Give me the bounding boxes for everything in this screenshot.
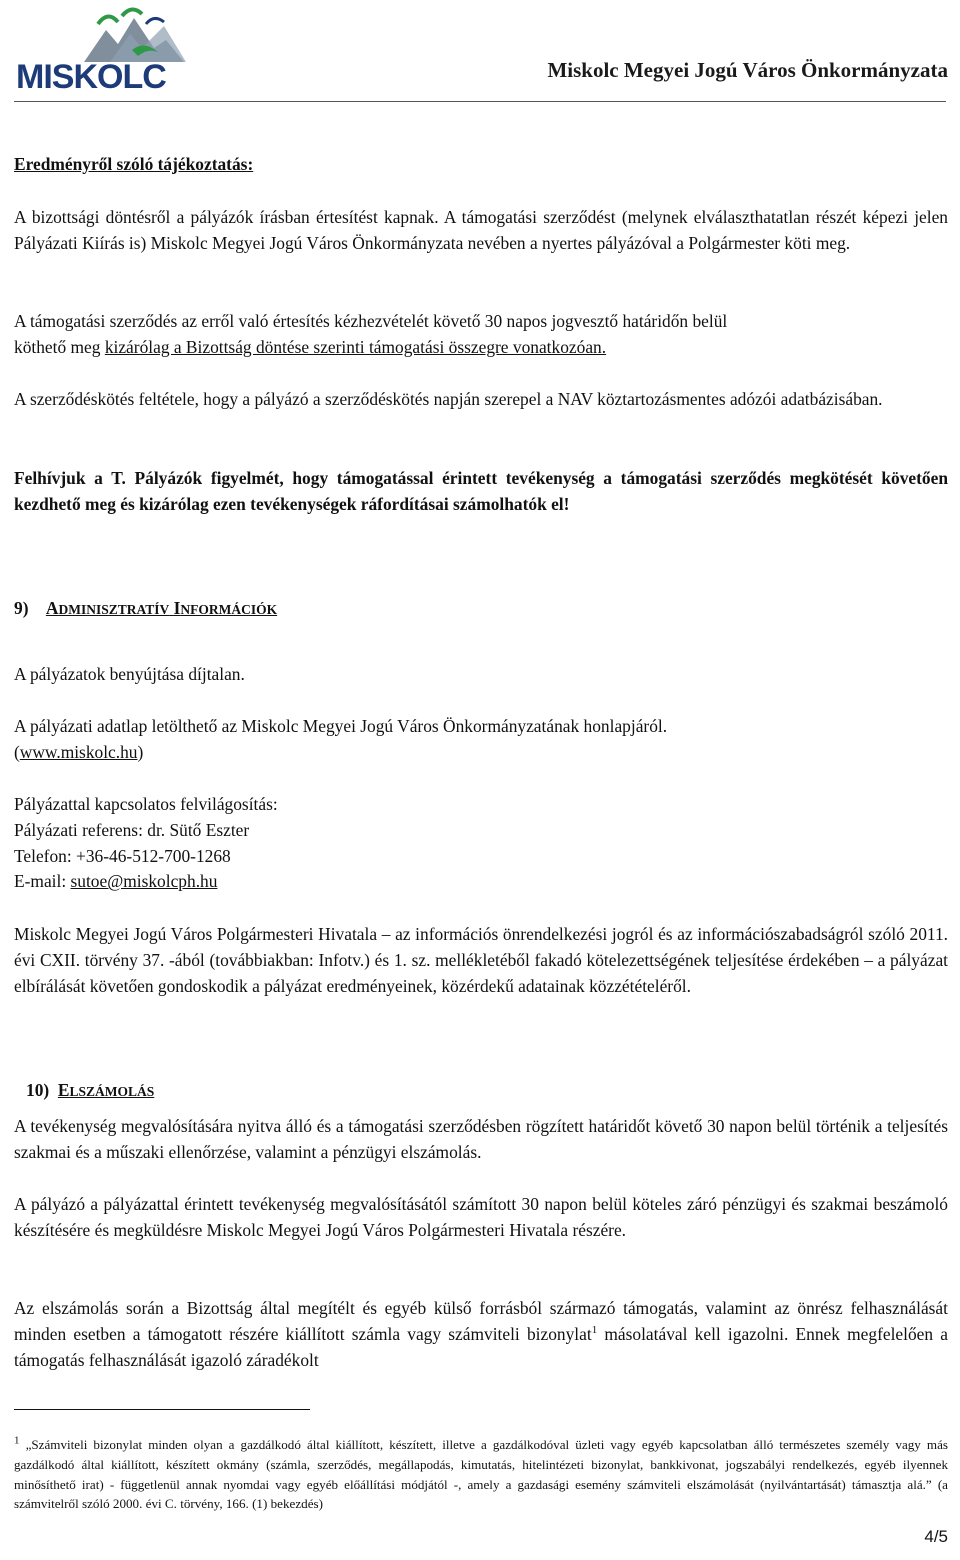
- section-10-title: [58, 1080, 154, 1100]
- contact-referent: Pályázati referens: dr. Sütő Eszter: [14, 819, 250, 840]
- section-10-title-cap-1: E: [57, 1080, 70, 1100]
- result-paragraph-2-line-2: [14, 335, 948, 361]
- result-paragraph-2-underlined: kizárólag a Bizottság döntése szerinti támogatási összegre vonatkozóan.: [104, 336, 607, 357]
- contact-email-line: [14, 869, 948, 895]
- result-paragraph-2: [14, 309, 948, 361]
- section-9-title-cap-1: A: [45, 598, 59, 618]
- paren-close: ): [137, 741, 144, 762]
- section-9-download-link-line: [14, 740, 948, 766]
- footnote: [14, 1435, 948, 1514]
- section-9-contact: [14, 792, 948, 895]
- page-header: [0, 0, 960, 103]
- section-9-title-rest-2: NFORMÁCIÓK: [180, 602, 278, 617]
- footnote-reference[interactable]: 1: [591, 1324, 598, 1336]
- footnote-divider: [14, 1409, 310, 1410]
- contact-email-label: E-mail:: [14, 871, 71, 892]
- result-paragraph-2-line-1: A támogatási szerződés az erről való értesítés kézhezvételét követő 30 napos jogvesztő határidőn belül: [14, 311, 728, 331]
- footnote-mark: 1: [14, 1434, 20, 1447]
- section-10-paragraph-3-start: Az elszámolás során a Bizottság által megítélt és egyéb külső forrásból származó támogatás, valamint az önrész felhasználását minden esetben a támogatott részére kiállított számla vagy számviteli bizonylat: [14, 1298, 948, 1344]
- contact-phone: Telefon: +36-46-512-700-1268: [14, 845, 231, 866]
- section-9-title-cap-2: I: [173, 598, 181, 618]
- result-paragraph-2-text: köthető meg: [14, 336, 105, 357]
- section-10-number: 10): [26, 1080, 50, 1100]
- section-9-download-line: A pályázati adatlap letölthető az Miskolc Megyei Jogú Város Önkormányzatának honlapjáról.: [14, 716, 668, 736]
- section-10-paragraph-3-end: másolatával kell igazolni. Ennek megfelelően a támogatás felhasználását igazoló záradékolt: [14, 1323, 948, 1370]
- footnote-text: „Számviteli bizonylat minden olyan a gazdálkodó által kiállított, készített, illetve a gazdálkodóval üzleti vagy egyéb kapcsolatban álló természetes személy vagy más gazdálkodó által kiállított, készített okmány (számla, szerződés, megállapodás, kimutatás, hitelintézeti bizonylat, bankkivonat, jogszabályi rendelkezés, egyéb ilyennek minősíthető irat) - függetlenül annak nyomdai vagy egyéb előállítási módjától -, amely a gazdasági esemény számviteli elszámolását (nyilvántartását) támasztja alá.” (a számvitelről szóló 2000. évi C. törvény, 166. (1) bekezdés): [14, 1437, 948, 1512]
- section-9-download: [14, 714, 948, 766]
- section-9-privacy: Miskolc Megyei Jogú Város Polgármesteri Hivatala – az információs önrendelkezési jogról és az információszabadságról szóló 2011. évi CXII. törvény 37. -ából (továbbiakban: Infotv.) és 1. sz. mellékletéből fakadó kötelezettségének teljesítése érdekében – a pályázat elbírálását követően gondoskodik a pályázat eredményeinek, közérdekű adatainak közzétételéről.: [14, 924, 948, 996]
- section-10-paragraph-3: [14, 1296, 948, 1373]
- section-10-heading: [14, 1078, 948, 1105]
- section-9-heading: [14, 596, 948, 623]
- section-9-title-rest-1: DMINISZTRATÍV: [58, 602, 170, 617]
- section-9-fee: A pályázatok benyújtása díjtalan.: [14, 664, 245, 684]
- header-title: Miskolc Megyei Jogú Város Önkormányzata: [547, 58, 948, 82]
- result-paragraph-3: A szerződéskötés feltétele, hogy a pályázó a szerződéskötés napján szerepel a NAV köztartozásmentes adózói adatbázisában.: [14, 389, 883, 409]
- page-number: 4/5: [924, 1527, 948, 1546]
- contact-label: Pályázattal kapcsolatos felvilágosítás:: [14, 794, 278, 814]
- paren-open: (: [14, 741, 20, 762]
- result-paragraph-1: A bizottsági döntésről a pályázók írásban értesítést kapnak. A támogatási szerződést (melynek elválaszthatatlan részét képezi jelen Pályázati Kiírás is) Miskolc Megyei Jogú Város Önkormányzata nevében a nyertes pályázóval a Polgármester köti meg.: [14, 207, 948, 253]
- miskolc-logo: [14, 4, 204, 96]
- section-9-title: [46, 598, 277, 618]
- section-10-title-rest-1: LSZÁMOLÁ: [69, 1084, 147, 1099]
- contact-email-link[interactable]: sutoe@miskolcph.hu: [70, 871, 218, 892]
- section-9-number: 9): [14, 598, 29, 618]
- logo-wordmark: MISKOLC: [16, 58, 166, 96]
- result-paragraph-4: Felhívjuk a T. Pályázók figyelmét, hogy támogatással érintett tevékenység a támogatási szerződés megkötését követően kezdhető meg és kizárólag ezen tevékenységek ráfordításai számolhatók el!: [14, 468, 948, 514]
- miskolc-website-link[interactable]: www.miskolc.hu: [19, 741, 138, 762]
- section-10-paragraph-2: A pályázó a pályázattal érintett tevékenység megvalósításától számított 30 napon belül köteles záró pénzügyi és szakmai beszámoló készítésére és megküldésre Miskolc Megyei Jogú Város Polgármesteri Hivatala részére.: [14, 1194, 948, 1240]
- result-heading: Eredményről szóló tájékoztatás:: [14, 154, 254, 174]
- section-10-paragraph-1: A tevékenység megvalósítására nyitva álló és a támogatási szerződésben rögzített határidőt követő 30 napon belül történik a teljesítés szakmai és a műszaki ellenőrzése, valamint a pénzügyi elszámolás.: [14, 1116, 948, 1162]
- section-10-title-cap-2: S: [146, 1084, 155, 1099]
- header-divider: [14, 101, 946, 102]
